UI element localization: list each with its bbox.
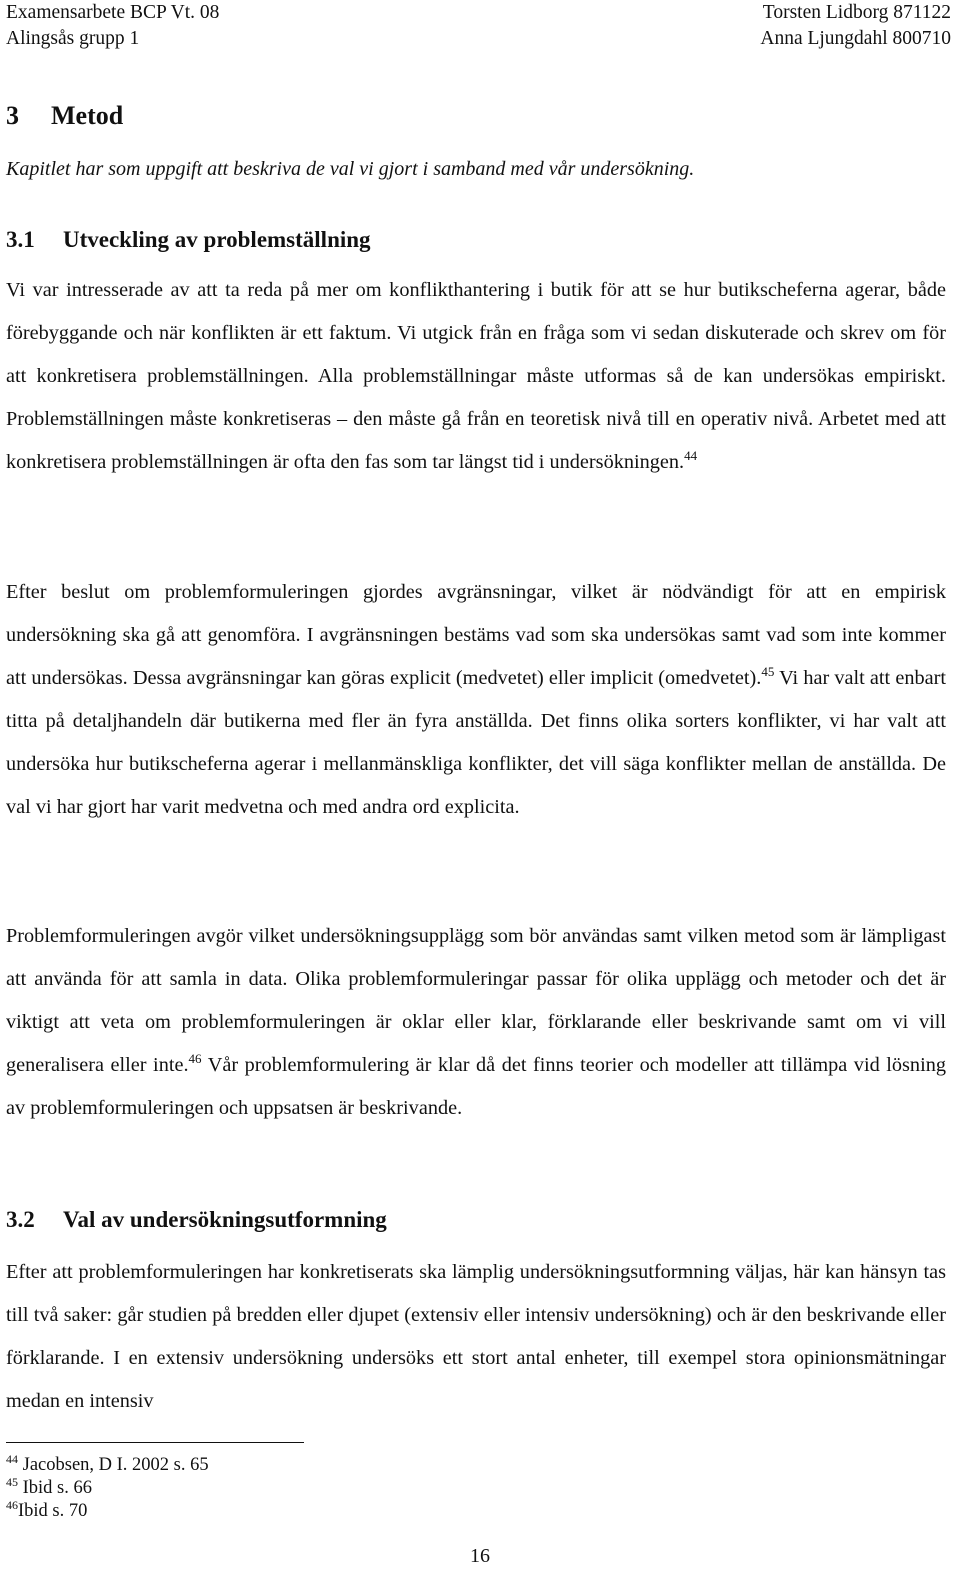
paragraph: Vi var intresserade av att ta reda på mer om konflikthantering i butik för att se hur butikscheferna agerar, både förebyggande och när konflikten är ett faktum. Vi utgick från en fråga som vi sedan diskuterade och skrev om för att konkretisera problemställningen. Alla problemställningar måste utformas så de kan undersökas empiriskt. Problemställningen måste konkretiseras – den måste gå från en teoretisk nivå till en operativ nivå. Arbetet med att konkretisera problemställningen är ofta den fas som tar längst tid i undersökningen.$^{44}$ bbox=[6, 279, 946, 473]
section-title: Val av undersökningsutformning bbox=[63, 1207, 387, 1232]
header-author-2: Anna Ljungdahl 800710 bbox=[760, 28, 951, 49]
footnote-ref: 44 bbox=[684, 448, 698, 463]
section-title: Utveckling av problemställning bbox=[63, 227, 371, 252]
paragraph: Problemformuleringen avgör vilket undersökningsupplägg som bör användas samt vilken metod som är lämpligast att använda för att samla in data. Olika problemformuleringar passar för olika upplägg och metoder och det är viktigt att veta om problemformuleringen är oklar eller klar, förklarande eller beskrivande samt om vi vill generalisera eller inte.$^{46}$ Vår problemformulering är klar då det finns teorier och modeller att tillämpa vid lösning av problemformuleringen och uppsatsen är beskrivande. bbox=[6, 925, 946, 1119]
page-header bbox=[6, 0, 951, 52]
chapter-number: 3 bbox=[6, 101, 19, 130]
footnote-divider bbox=[6, 1442, 304, 1443]
chapter-heading bbox=[6, 99, 123, 133]
footnote: $^{46}$Ibid s. 70 bbox=[6, 1498, 88, 1521]
chapter-intro: Kapitlet har som uppgift att beskriva de val vi gjort i samband med vår undersökning. bbox=[6, 158, 695, 180]
chapter-title: Metod bbox=[51, 101, 124, 130]
footnotes bbox=[6, 1454, 209, 1523]
page-number: 16 bbox=[470, 1545, 490, 1567]
paragraph: Efter beslut om problemformuleringen gjordes avgränsningar, vilket är nödvändigt för att en empirisk undersökning ska gå att genomföra. I avgränsningen bestäms vad som ska undersökas samt vad som inte kommer att undersökas. Dessa avgränsningar kan göras explicit (medvetet) eller implicit (omedvetet).$^{45}$ Vi har valt att enbart titta på detaljhandeln där butikerna med fler än fyra anställda. Det finns olika sorters konflikter, vi har valt att undersöka hur butikscheferna agerar i mellanmänskliga konflikter, det vill säga konflikter mellan de anställda. De val vi har gjort har varit medvetna och med andra ord explicita. bbox=[6, 581, 946, 818]
section-heading-3-2 bbox=[6, 1205, 387, 1235]
footnote-ref: 45 bbox=[761, 664, 775, 679]
footnote-ref: 46 bbox=[188, 1051, 202, 1066]
header-course: Examensarbete BCP Vt. 08 bbox=[6, 2, 220, 23]
paragraph: Efter att problemformuleringen har konkretiserats ska lämplig undersökningsutformning väljas, här kan hänsyn tas till två saker: går studien på bredden eller djupet (extensiv eller intensiv undersökning) och är den beskrivande eller förklarande. I en extensiv undersökning undersöks ett stort antal enheter, till exempel stora opinionsmätningar medan en intensiv bbox=[6, 1261, 946, 1412]
header-group: Alingsås grupp 1 bbox=[6, 28, 140, 49]
section-number: 3.2 bbox=[6, 1207, 35, 1232]
section-number: 3.1 bbox=[6, 227, 35, 252]
header-author-1: Torsten Lidborg 871122 bbox=[762, 2, 951, 23]
footnote: $^{45}$ Ibid s. 66 bbox=[6, 1475, 92, 1498]
section-heading-3-1 bbox=[6, 225, 371, 255]
footnote: $^{44}$ Jacobsen, D I. 2002 s. 65 bbox=[6, 1452, 209, 1475]
